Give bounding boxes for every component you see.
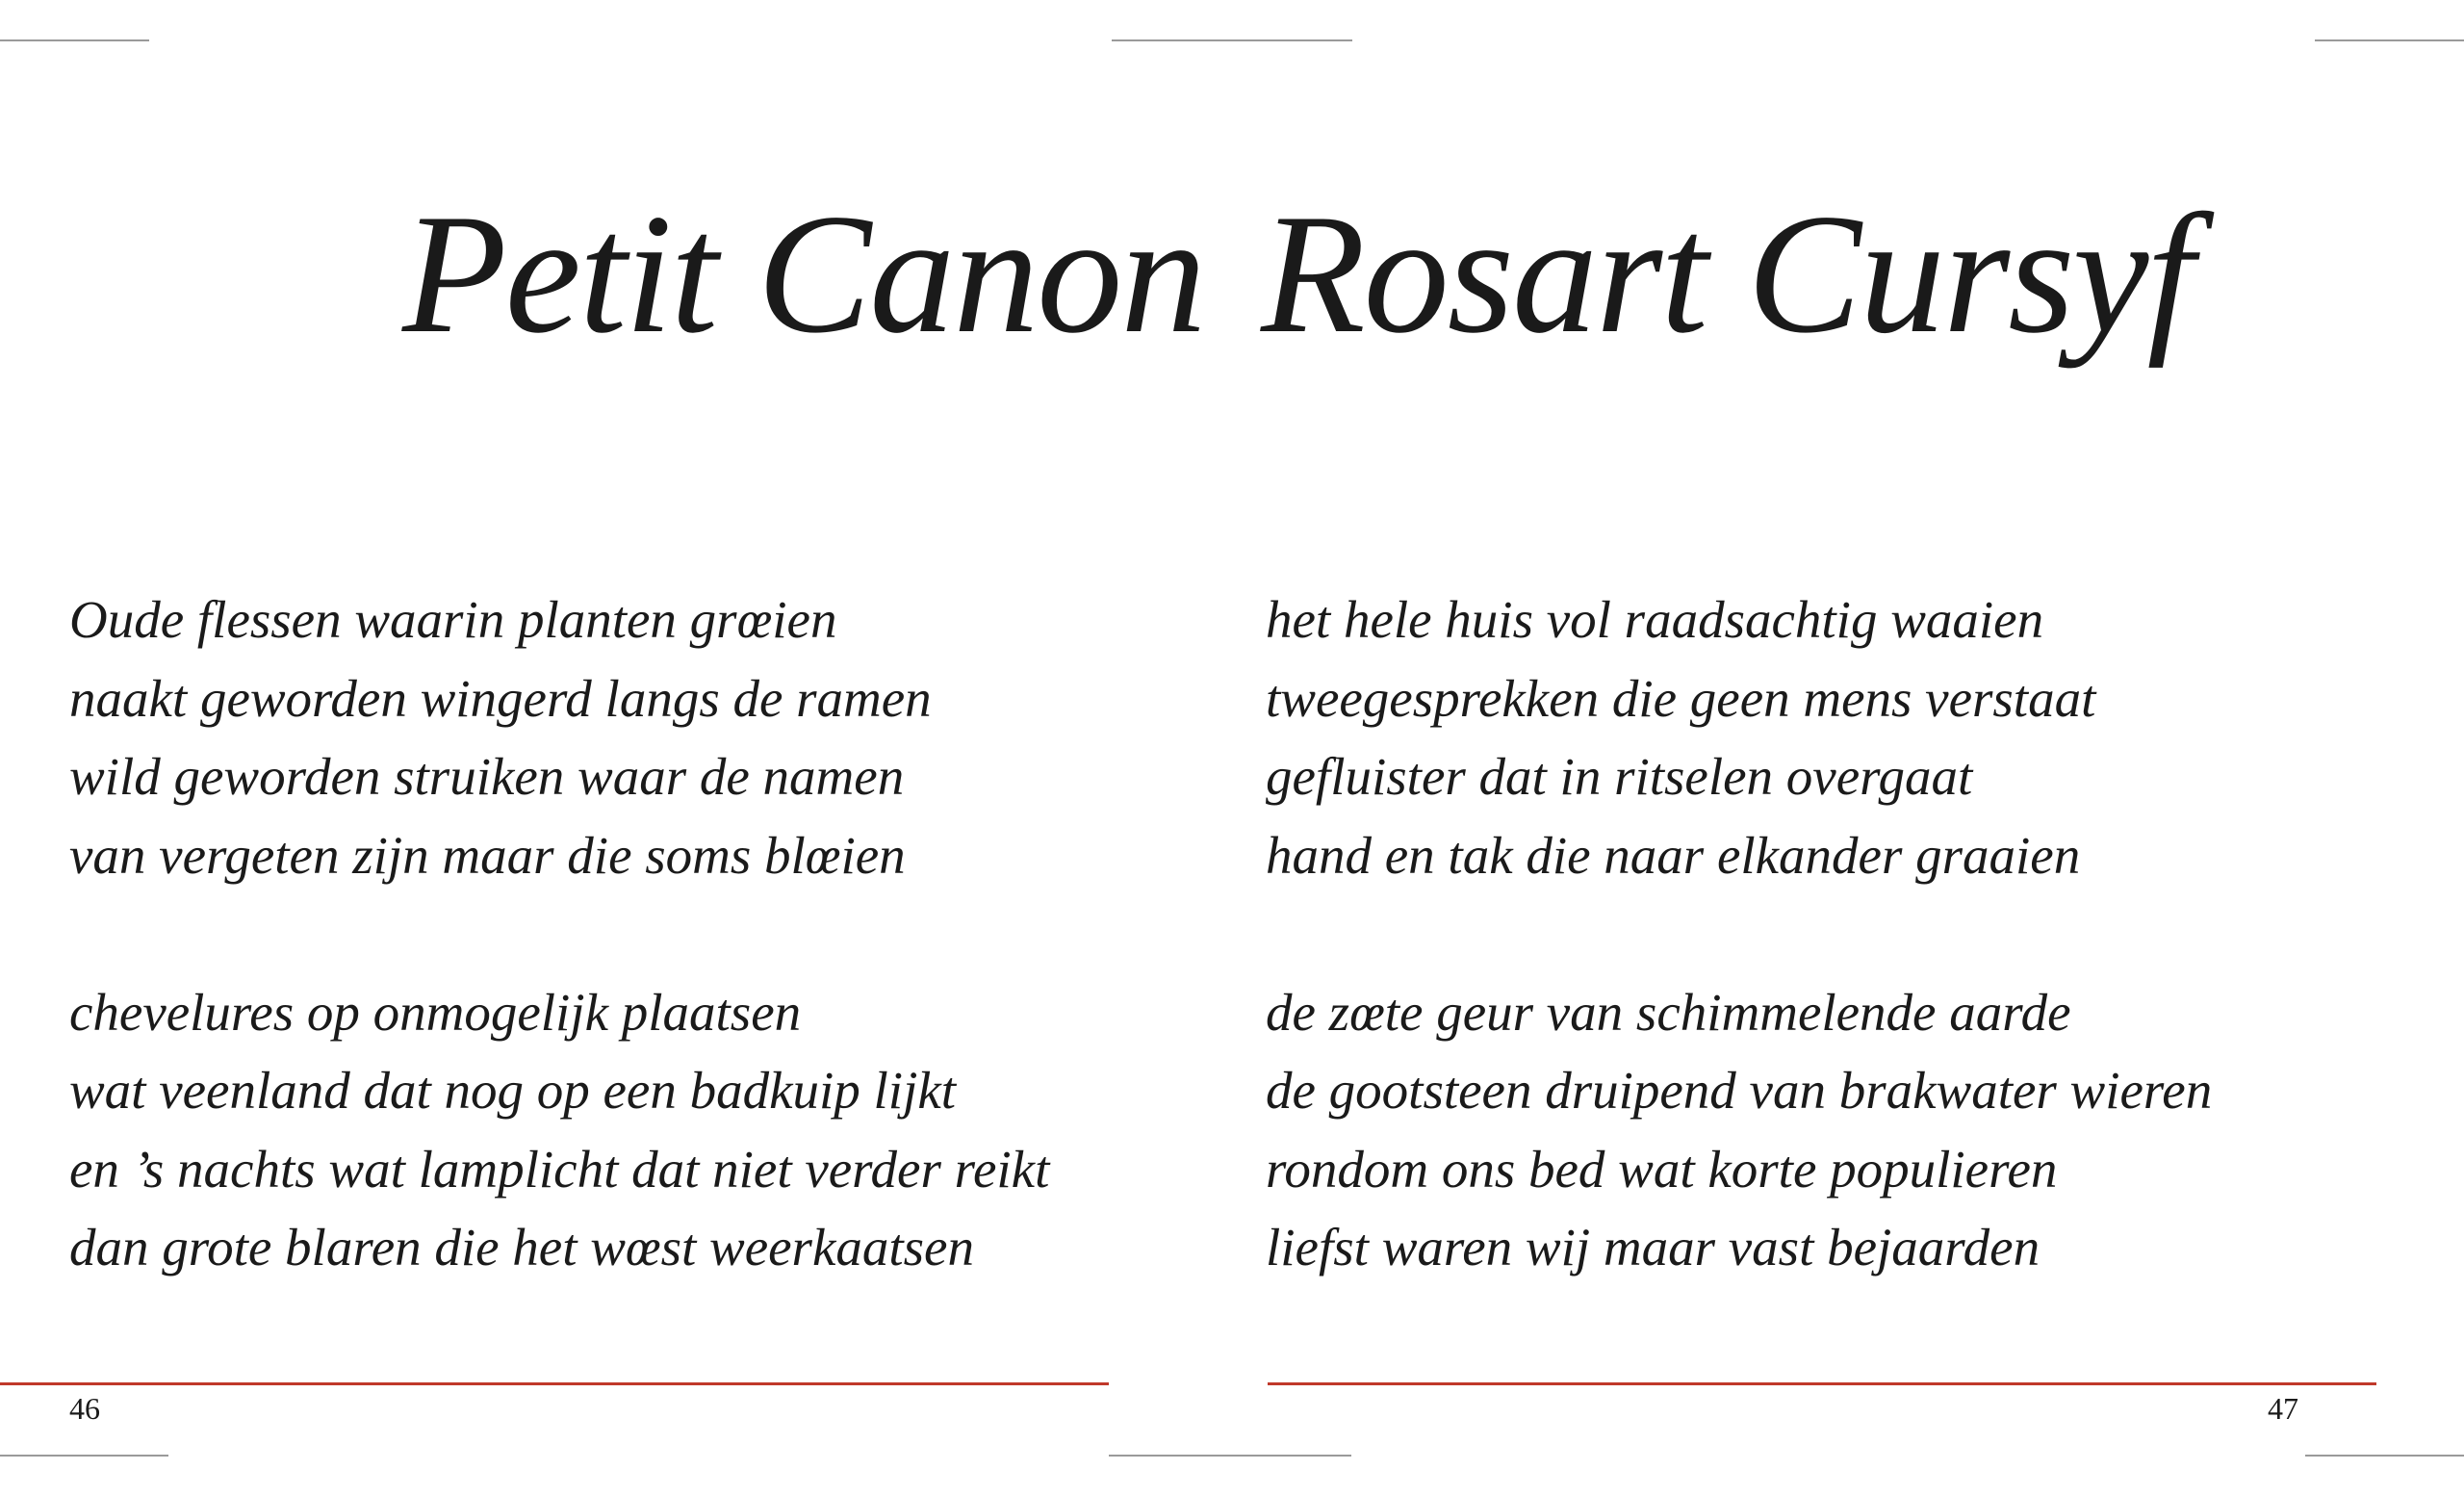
poem-line: liefst waren wij maar vast bejaarden (1266, 1218, 2040, 1277)
poem-line: de zœte geur van schimmelende aarde (1266, 982, 2071, 1042)
poem-line: dan grote blaren die het wœst weerkaatsen (69, 1218, 974, 1277)
poem-right (1266, 580, 2212, 1365)
poem-line: en ’s nachts wat lamplicht dat niet verder reikt (69, 1139, 1050, 1199)
poem-line: naakt geworden wingerd langs de ramen (69, 668, 932, 728)
stanza (1266, 580, 2212, 894)
footer-rule-left (0, 1382, 1109, 1385)
crop-mark-top-center (1112, 39, 1352, 41)
poem-line: de gootsteen druipend van brakwater wieren (1266, 1061, 2213, 1120)
page-title-right: Rosart Cursyf (1261, 178, 2193, 369)
crop-mark-bottom-center (1109, 1455, 1351, 1457)
crop-mark-top-left (0, 39, 149, 41)
poem-line: tweegesprekken die geen mens verstaat (1266, 668, 2096, 728)
poem-line: hand en tak die naar elkander graaien (1266, 825, 2081, 885)
poem-line: rondom ons bed wat korte populieren (1266, 1139, 2058, 1199)
crop-mark-top-right (2315, 39, 2464, 41)
stanza (1266, 973, 2212, 1287)
poem-line: van vergeten zijn maar die soms blœien (69, 825, 906, 885)
crop-mark-bottom-right (2305, 1455, 2464, 1457)
page-number-right: 47 (2268, 1391, 2298, 1426)
poem-line: wat veenland dat nog op een badkuip lijkt (69, 1061, 957, 1120)
footer-rule-right (1268, 1382, 2376, 1385)
stanza (69, 580, 1049, 894)
page-number-left: 46 (69, 1391, 100, 1426)
poem-left (69, 580, 1049, 1365)
poem-line: wild geworden struiken waar de namen (69, 747, 905, 806)
poem-line: het hele huis vol raadsachtig waaien (1266, 590, 2044, 649)
stanza (69, 973, 1049, 1287)
poem-line: gefluister dat in ritselen overgaat (1266, 747, 1973, 806)
page-title-left: Petit Canon (402, 178, 1205, 369)
poem-line: chevelures op onmogelijk plaatsen (69, 982, 802, 1042)
crop-mark-bottom-left (0, 1455, 168, 1457)
poem-line: Oude flessen waarin planten grœien (69, 590, 837, 649)
